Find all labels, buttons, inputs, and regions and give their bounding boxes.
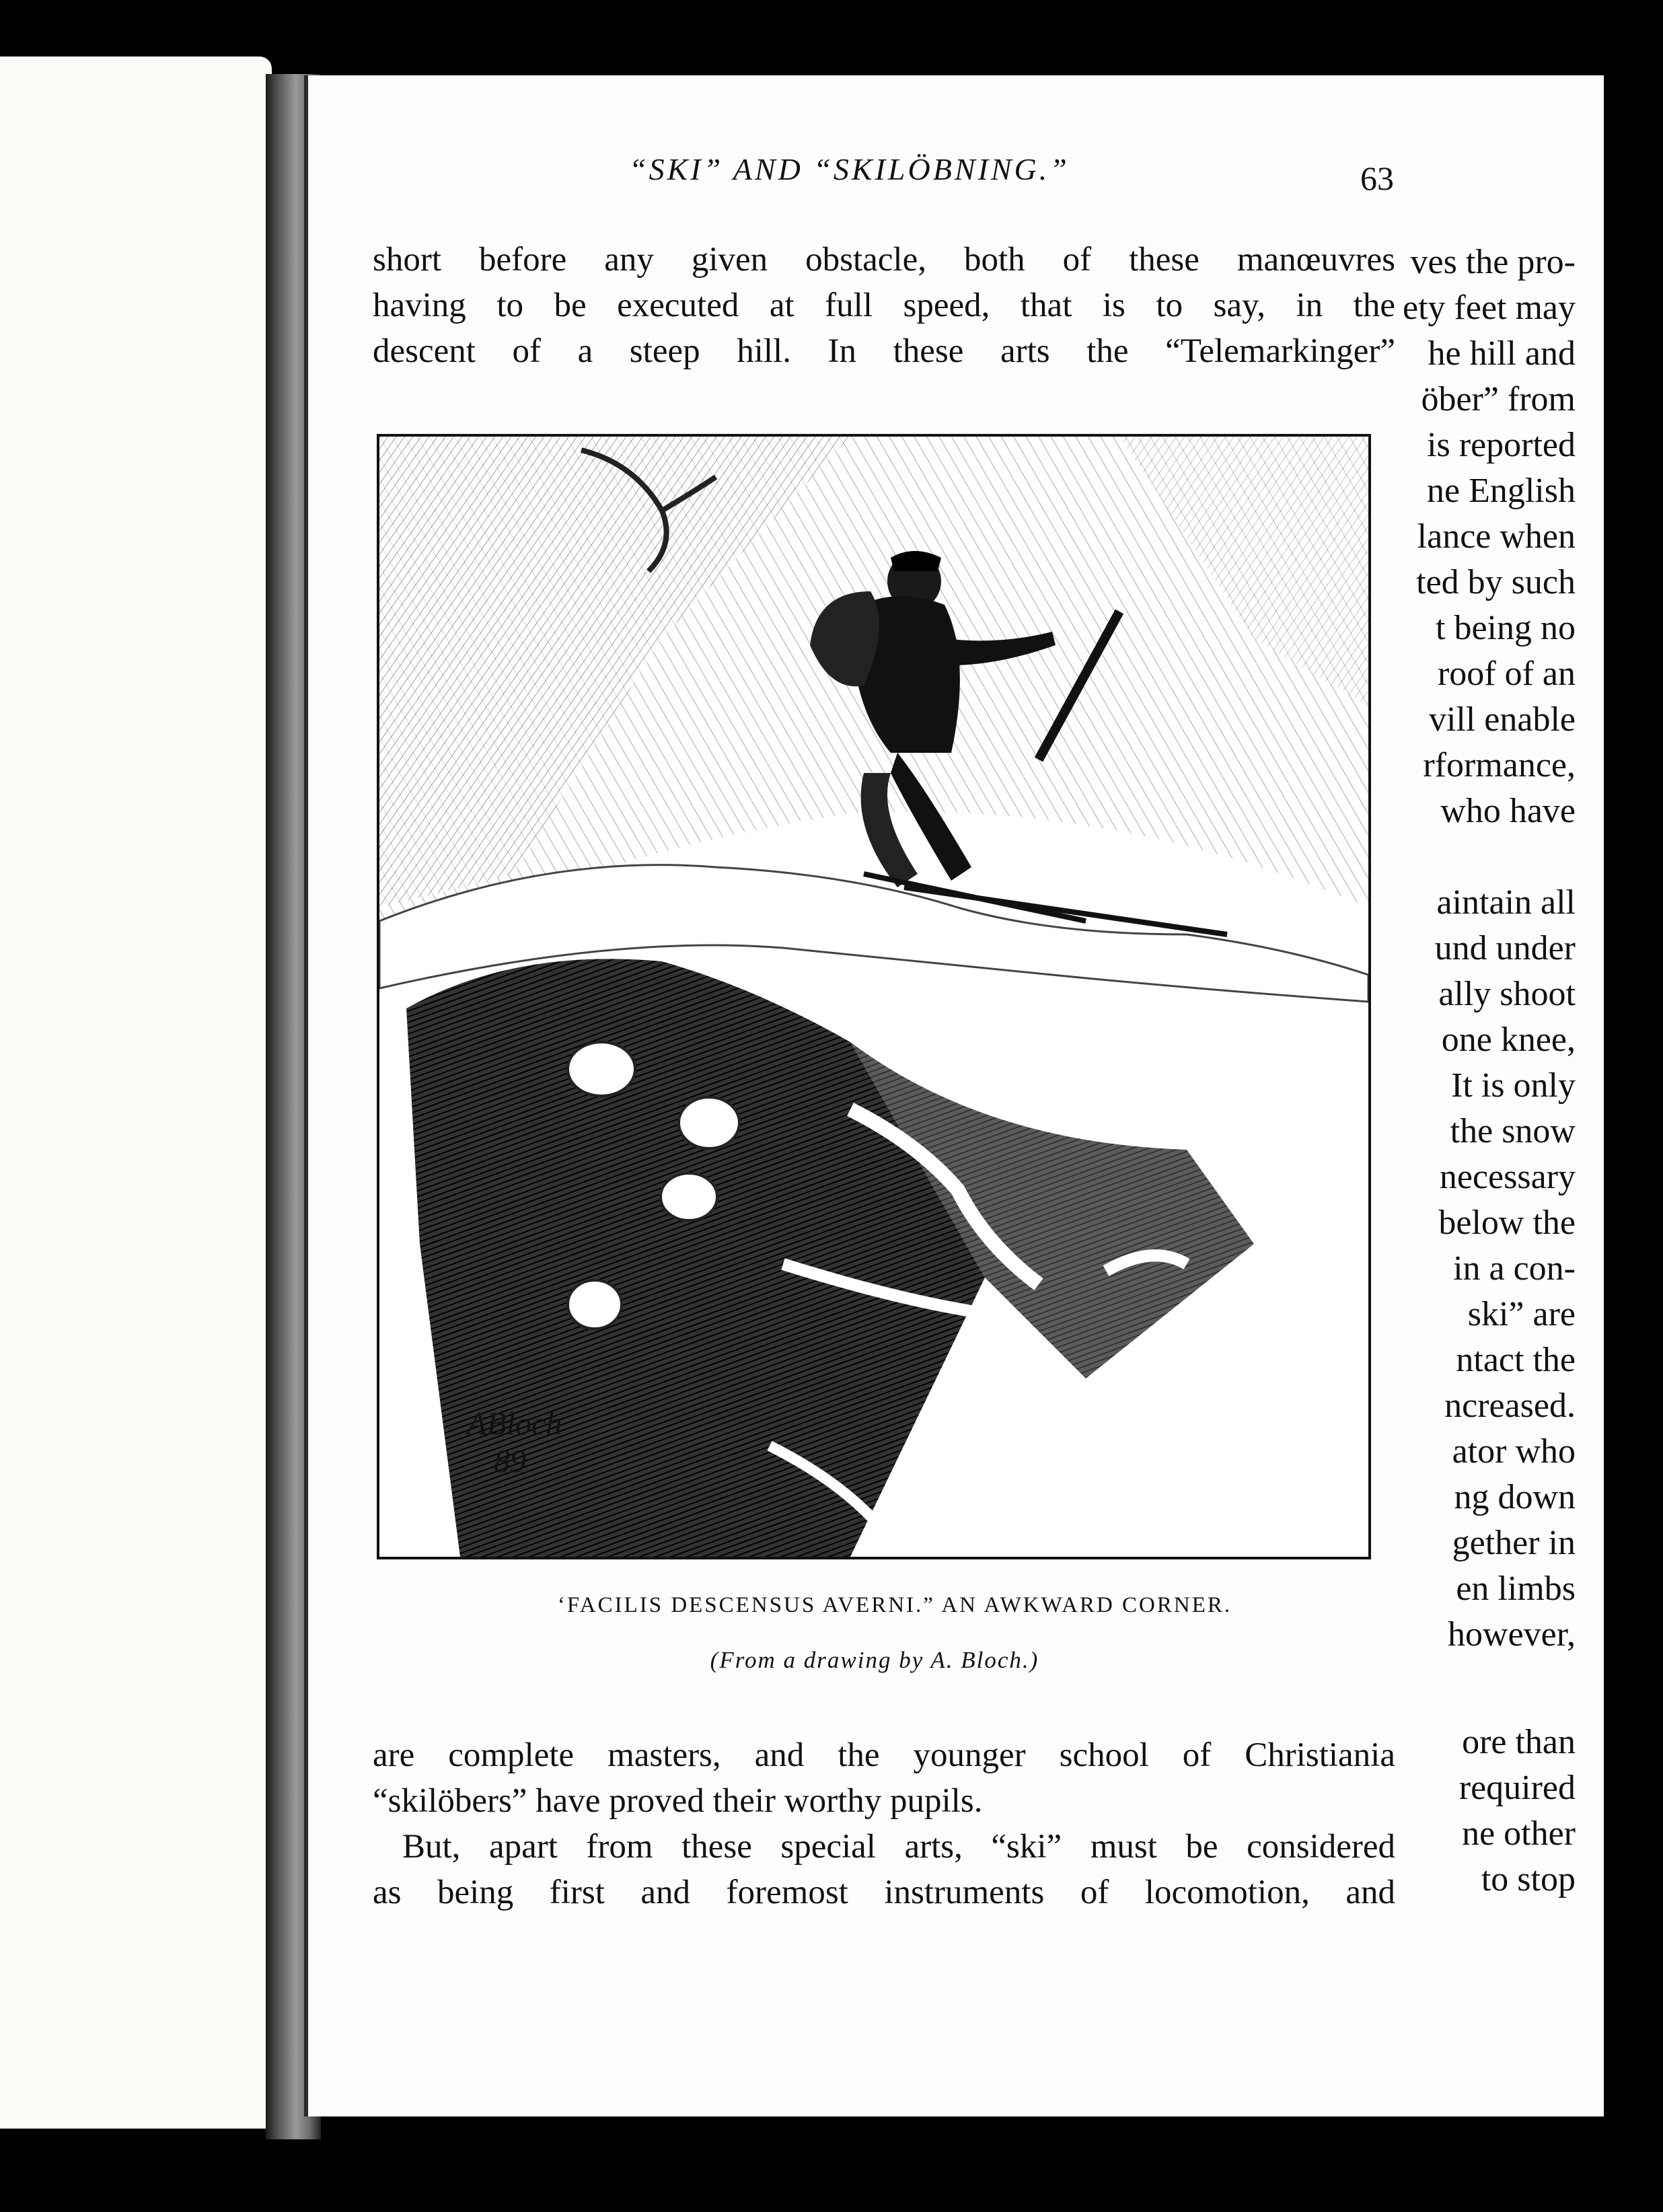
left-line: ntact the xyxy=(1456,1341,1576,1379)
left-line: he hill and xyxy=(1428,334,1576,373)
left-line: lance when xyxy=(1417,517,1576,556)
left-line: ng down xyxy=(1454,1478,1576,1516)
left-line: ety feet may xyxy=(1403,289,1576,327)
left-line: und under xyxy=(1434,929,1576,967)
left-line: ted by such xyxy=(1416,563,1576,601)
figure-caption: ‘FACILIS DESCENSUS AVERNI.” AN AWKWARD CORNER. xyxy=(557,1593,1232,1617)
left-line: öber” from xyxy=(1421,380,1576,418)
body-line: are complete masters, and the younger school of Christiania xyxy=(373,1736,1395,1774)
illustration-skier xyxy=(377,434,1371,1559)
artist-signature xyxy=(467,1405,562,1481)
left-line: vill enable xyxy=(1428,700,1576,739)
figure-credit: (From a drawing by A. Bloch.) xyxy=(710,1647,1039,1673)
signature-name: ABloch xyxy=(467,1406,562,1442)
left-line: one knee, xyxy=(1441,1021,1576,1059)
left-line: below the xyxy=(1438,1204,1576,1242)
body-line: as being first and foremost instruments of locomotion, and xyxy=(373,1874,1395,1911)
body-line: But, apart from these special arts, “ski” must be considered xyxy=(402,1828,1395,1866)
left-line: ore than xyxy=(1462,1723,1576,1761)
left-line: t being no xyxy=(1436,609,1576,647)
left-line: rformance, xyxy=(1423,746,1576,784)
body-line: having to be executed at full speed, that is to say, in the xyxy=(373,287,1395,324)
engraving-drawing xyxy=(379,437,1368,1557)
left-line: who have xyxy=(1440,792,1576,830)
left-line: in a con- xyxy=(1453,1249,1576,1288)
left-line: en limbs xyxy=(1456,1570,1576,1608)
body-line: descent of a steep hill. In these arts the “Telemarkinger” xyxy=(373,332,1395,370)
body-line: “skilöbers” have proved their worthy pupils. xyxy=(373,1782,983,1820)
left-line: to stop xyxy=(1481,1860,1576,1898)
left-line: necessary xyxy=(1439,1158,1576,1196)
left-line: ne English xyxy=(1427,472,1576,510)
left-line: ski” are xyxy=(1467,1295,1576,1333)
running-head: “SKI” AND “SKILÖBNING.” xyxy=(629,152,1070,186)
left-line: however, xyxy=(1448,1615,1576,1654)
left-line: gether in xyxy=(1452,1524,1576,1562)
left-line: roof of an xyxy=(1437,655,1576,693)
left-line: ves the pro- xyxy=(1410,243,1576,281)
left-line: ne other xyxy=(1462,1814,1576,1853)
left-line: ally shoot xyxy=(1438,975,1576,1013)
left-page xyxy=(0,57,272,2129)
left-line: the snow xyxy=(1450,1112,1576,1150)
left-line: required xyxy=(1458,1769,1576,1807)
page-number: 63 xyxy=(1360,159,1394,197)
left-line: ator who xyxy=(1452,1432,1576,1471)
left-line: is reported xyxy=(1427,426,1576,464)
signature-year: 89 xyxy=(494,1444,526,1479)
left-line: ncreased. xyxy=(1444,1387,1576,1425)
body-line: short before any given obstacle, both of these manœuvres xyxy=(373,241,1395,279)
left-line: It is only xyxy=(1451,1066,1576,1105)
left-line: aintain all xyxy=(1436,883,1576,922)
